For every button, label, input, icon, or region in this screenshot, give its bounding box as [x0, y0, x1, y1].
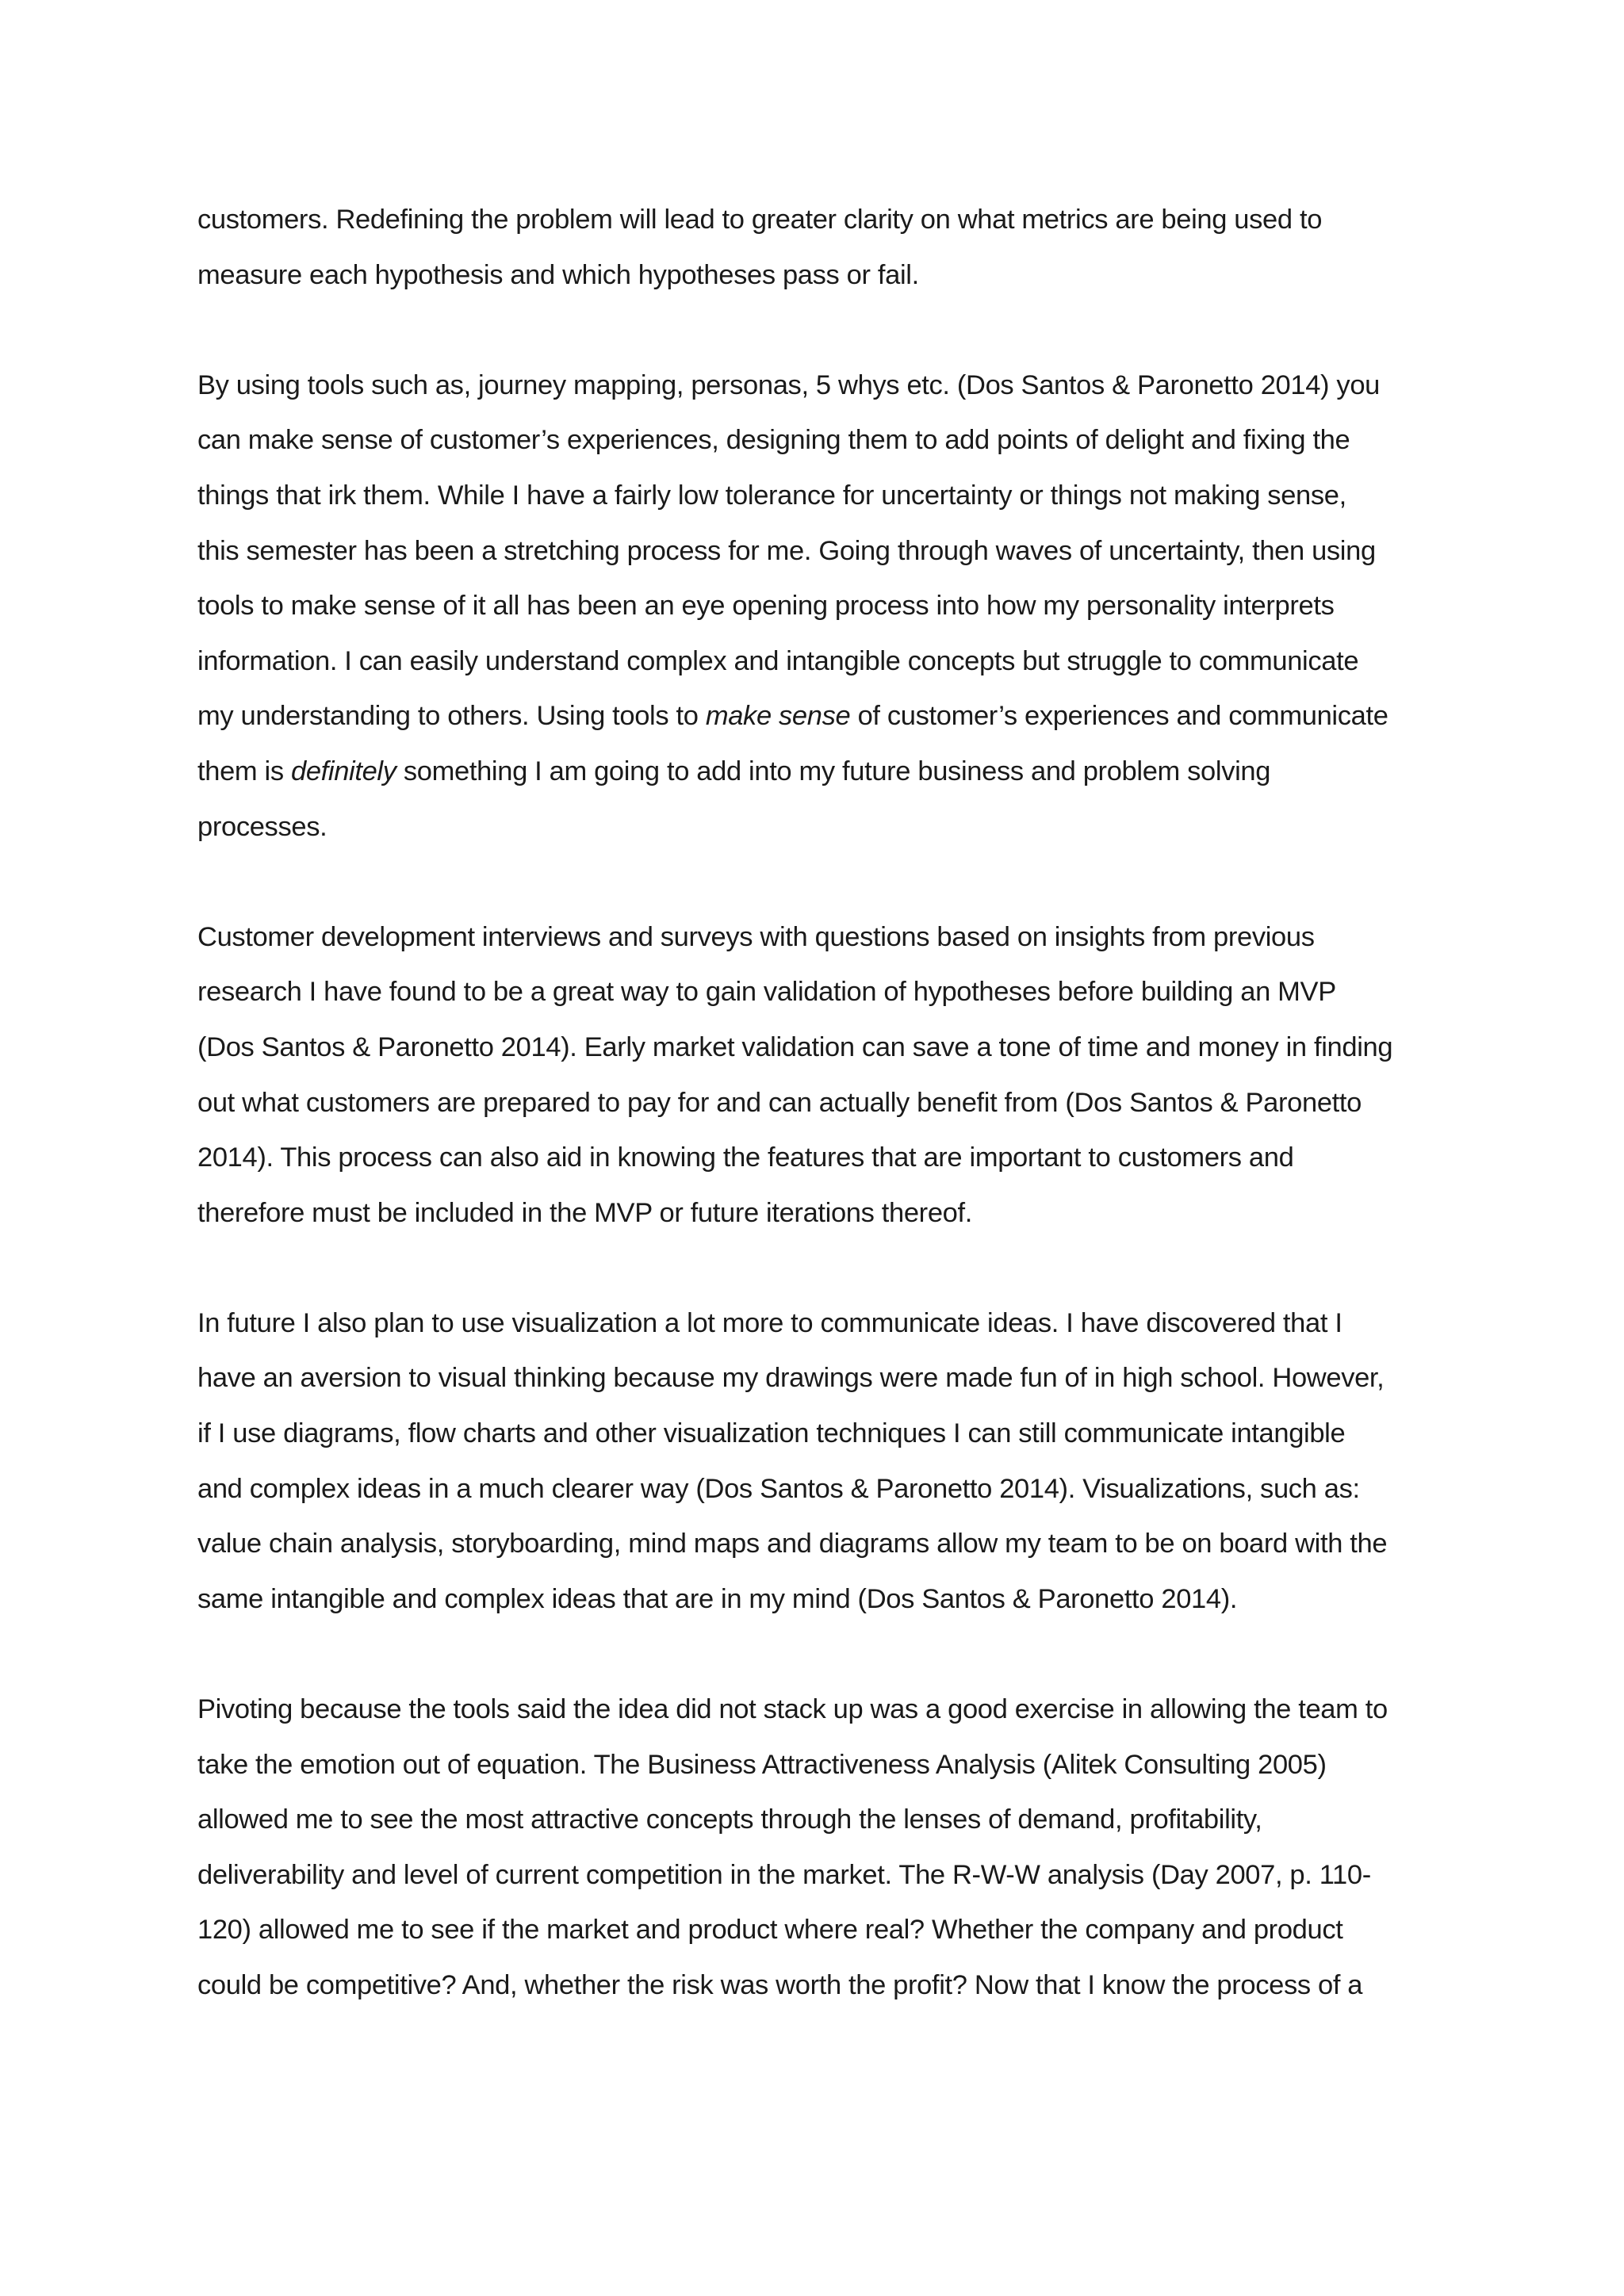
- emphasis-text: definitely: [290, 756, 396, 786]
- text-line: [197, 744, 1454, 800]
- text-run: and complex ideas in a much clearer way (Dos Santos & Paronetto 2014). Visualizations, such as:: [197, 1473, 1360, 1504]
- text-line: [197, 1351, 1454, 1406]
- text-run: can make sense of customer’s experiences, designing them to add points of delight and fixing the: [197, 425, 1350, 456]
- text-run: have an aversion to visual thinking because my drawings were made fun of in high school. However,: [197, 1363, 1385, 1394]
- text-run: could be competitive? And, whether the risk was worth the profit? Now that I know the process of a: [197, 1970, 1363, 2000]
- text-run: information. I can easily understand complex and intangible concepts but struggle to communicate: [197, 645, 1359, 676]
- text-line: [197, 1462, 1454, 1517]
- text-run: of customer’s experiences and communicate: [850, 701, 1388, 732]
- text-line: [197, 1131, 1454, 1186]
- text-run: customers. Redefining the problem will lead to greater clarity on what metrics are being used to: [197, 205, 1323, 235]
- text-line: [197, 1406, 1454, 1462]
- text-run: my understanding to others. Using tools to: [197, 701, 706, 732]
- paragraph: [197, 1682, 1454, 2014]
- text-line: [197, 413, 1454, 469]
- text-line: [197, 1517, 1454, 1572]
- text-line: [197, 1738, 1454, 1793]
- text-run: Customer development interviews and surveys with questions based on insights from previous: [197, 921, 1315, 952]
- text-line: [197, 524, 1454, 580]
- text-line: [197, 1296, 1454, 1352]
- text-run: research I have found to be a great way to gain validation of hypotheses before building an MVP: [197, 977, 1336, 1008]
- text-line: [197, 1903, 1454, 1958]
- text-run: out what customers are prepared to pay for and can actually benefit from (Dos Santos & Paronetto: [197, 1087, 1362, 1118]
- text-line: [197, 689, 1454, 744]
- text-run: take the emotion out of equation. The Business Attractiveness Analysis (Alitek Consulting 2005): [197, 1749, 1327, 1780]
- paragraph: [197, 358, 1454, 855]
- text-line: [197, 1958, 1454, 2014]
- text-run: 120) allowed me to see if the market and product where real? Whether the company and product: [197, 1915, 1343, 1946]
- text-run: if I use diagrams, flow charts and other visualization techniques I can still communicate intangible: [197, 1418, 1346, 1449]
- paragraph: [197, 910, 1454, 1242]
- text-line: [197, 1682, 1454, 1738]
- text-line: [197, 1848, 1454, 1904]
- text-line: [197, 193, 1454, 248]
- text-line: [197, 579, 1454, 634]
- text-run: this semester has been a stretching process for me. Going through waves of uncertainty, then using: [197, 535, 1376, 566]
- text-line: [197, 248, 1454, 304]
- text-line: [197, 358, 1454, 414]
- text-run: (Dos Santos & Paronetto 2014). Early market validation can save a tone of time and money in finding: [197, 1031, 1393, 1062]
- text-line: [197, 965, 1454, 1020]
- text-run: By using tools such as, journey mapping, personas, 5 whys etc. (Dos Santos & Paronetto 2014) you: [197, 369, 1380, 400]
- text-line: [197, 800, 1454, 855]
- text-run: therefore must be included in the MVP or future iterations thereof.: [197, 1197, 972, 1228]
- text-run: them is: [197, 756, 291, 786]
- text-run: In future I also plan to use visualization a lot more to communicate ideas. I have discovered that I: [197, 1307, 1342, 1338]
- text-run: Pivoting because the tools said the idea did not stack up was a good exercise in allowing the team to: [197, 1694, 1388, 1725]
- text-line: [197, 910, 1454, 966]
- text-run: deliverability and level of current competition in the market. The R-W-W analysis (Day 2007, p. 110-: [197, 1859, 1371, 1890]
- paragraph: [197, 193, 1454, 303]
- text-line: [197, 1186, 1454, 1242]
- text-run: value chain analysis, storyboarding, mind maps and diagrams allow my team to be on board with the: [197, 1529, 1388, 1559]
- text-line: [197, 1076, 1454, 1131]
- text-run: things that irk them. While I have a fairly low tolerance for uncertainty or things not making sense,: [197, 480, 1346, 511]
- paragraph: [197, 1296, 1454, 1628]
- text-line: [197, 1020, 1454, 1076]
- text-run: 2014). This process can also aid in knowing the features that are important to customers and: [197, 1142, 1294, 1173]
- text-line: [197, 634, 1454, 690]
- document-body: [197, 193, 1454, 2014]
- text-run: something I am going to add into my future business and problem solving: [396, 756, 1271, 786]
- text-run: same intangible and complex ideas that are in my mind (Dos Santos & Paronetto 2014).: [197, 1583, 1238, 1614]
- text-line: [197, 1572, 1454, 1628]
- text-run: allowed me to see the most attractive concepts through the lenses of demand, profitability,: [197, 1804, 1262, 1835]
- text-line: [197, 469, 1454, 524]
- text-run: measure each hypothesis and which hypotheses pass or fail.: [197, 259, 919, 290]
- text-line: [197, 1793, 1454, 1848]
- text-run: processes.: [197, 811, 327, 842]
- text-run: tools to make sense of it all has been an eye opening process into how my personality interprets: [197, 591, 1335, 622]
- emphasis-text: make sense: [705, 701, 851, 732]
